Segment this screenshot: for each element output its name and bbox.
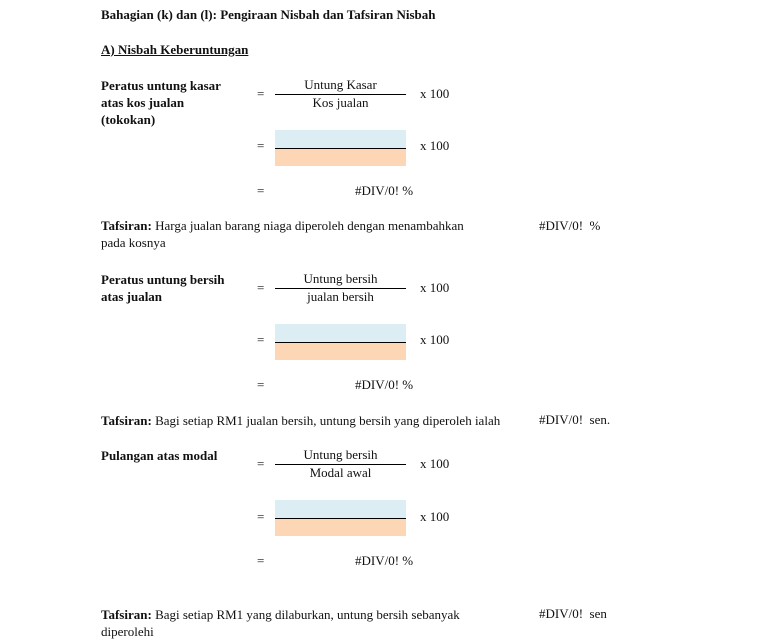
- interpretation-label: Tafsiran:: [101, 607, 152, 622]
- denominator: Modal awal: [309, 465, 372, 480]
- page-title: Bahagian (k) dan (l): Pengiraan Nisbah dan Tafsiran Nisbah: [101, 7, 436, 22]
- denominator-input-cell[interactable]: [275, 519, 406, 536]
- interpretation: [101, 606, 460, 639]
- result-unit: %: [402, 377, 414, 392]
- ratio-label-line: atas kos jualan: [101, 95, 185, 110]
- interpretation-text: diperolehi: [101, 624, 154, 639]
- interpretation: [101, 217, 531, 251]
- denominator: jualan bersih: [307, 289, 374, 304]
- ratio-label: [101, 271, 225, 305]
- numerator: Untung bersih: [303, 447, 378, 462]
- interpretation-unit: %: [589, 218, 601, 233]
- numerator: Untung bersih: [303, 271, 378, 286]
- numerator-input-cell[interactable]: [275, 324, 406, 342]
- interpretation-number: #DIV/0!: [539, 412, 584, 427]
- ratio-label-line: Pulangan atas modal: [101, 448, 218, 463]
- result-unit: %: [402, 183, 414, 198]
- multiplier: x 100: [420, 332, 450, 347]
- interpretation-unit: sen.: [589, 412, 611, 427]
- equals-sign: =: [257, 86, 265, 101]
- denominator-input-cell[interactable]: [275, 343, 406, 360]
- result-number: #DIV/0!: [355, 183, 400, 198]
- result-number: #DIV/0!: [355, 553, 400, 568]
- multiplier: x 100: [420, 86, 450, 101]
- interpretation-text: Bagi setiap RM1 jualan bersih, untung bersih yang diperoleh ialah: [155, 413, 501, 428]
- ratio-label-line: (tokokan): [101, 112, 156, 127]
- interpretation-value: [539, 218, 600, 234]
- ratio-label-line: Peratus untung bersih: [101, 272, 225, 287]
- interpretation-value: [539, 412, 610, 428]
- multiplier: x 100: [420, 456, 450, 471]
- interpretation-text: pada kosnya: [101, 235, 166, 250]
- equals-sign: =: [257, 509, 265, 524]
- numerator: Untung Kasar: [304, 77, 377, 92]
- interpretation-label: Tafsiran:: [101, 218, 152, 233]
- numerator-input-cell[interactable]: [275, 500, 406, 518]
- ratio-label: [101, 447, 217, 464]
- ratio-label-line: atas jualan: [101, 289, 163, 304]
- interpretation-number: #DIV/0!: [539, 218, 584, 233]
- equals-sign: =: [257, 138, 265, 153]
- equals-sign: =: [257, 280, 265, 295]
- result-unit: %: [402, 553, 414, 568]
- interpretation-text-clipped: [101, 623, 460, 639]
- result-value: [355, 377, 413, 393]
- multiplier: x 100: [420, 509, 450, 524]
- equals-sign: =: [257, 456, 265, 471]
- interpretation-number: #DIV/0!: [539, 606, 584, 621]
- denominator-input-cell[interactable]: [275, 149, 406, 166]
- equals-sign: =: [257, 377, 265, 392]
- section-heading: A) Nisbah Keberuntungan: [101, 42, 249, 57]
- equals-sign: =: [257, 553, 265, 568]
- interpretation-text: Bagi setiap RM1 yang dilaburkan, untung bersih sebanyak: [155, 607, 460, 622]
- interpretation-label: Tafsiran:: [101, 413, 152, 428]
- result-value: [355, 553, 413, 569]
- interpretation-unit: sen: [589, 606, 607, 621]
- denominator: Kos jualan: [312, 95, 369, 110]
- ratio-label: [101, 77, 221, 128]
- interpretation: [101, 412, 500, 429]
- equals-sign: =: [257, 332, 265, 347]
- result-value: [355, 183, 413, 199]
- multiplier: x 100: [420, 280, 450, 295]
- numerator-input-cell[interactable]: [275, 130, 406, 148]
- ratio-label-line: Peratus untung kasar: [101, 78, 221, 93]
- interpretation-value: [539, 606, 607, 622]
- interpretation-text: Harga jualan barang niaga diperoleh dengan menambahkan: [155, 218, 464, 233]
- result-number: #DIV/0!: [355, 377, 400, 392]
- multiplier: x 100: [420, 138, 450, 153]
- equals-sign: =: [257, 183, 265, 198]
